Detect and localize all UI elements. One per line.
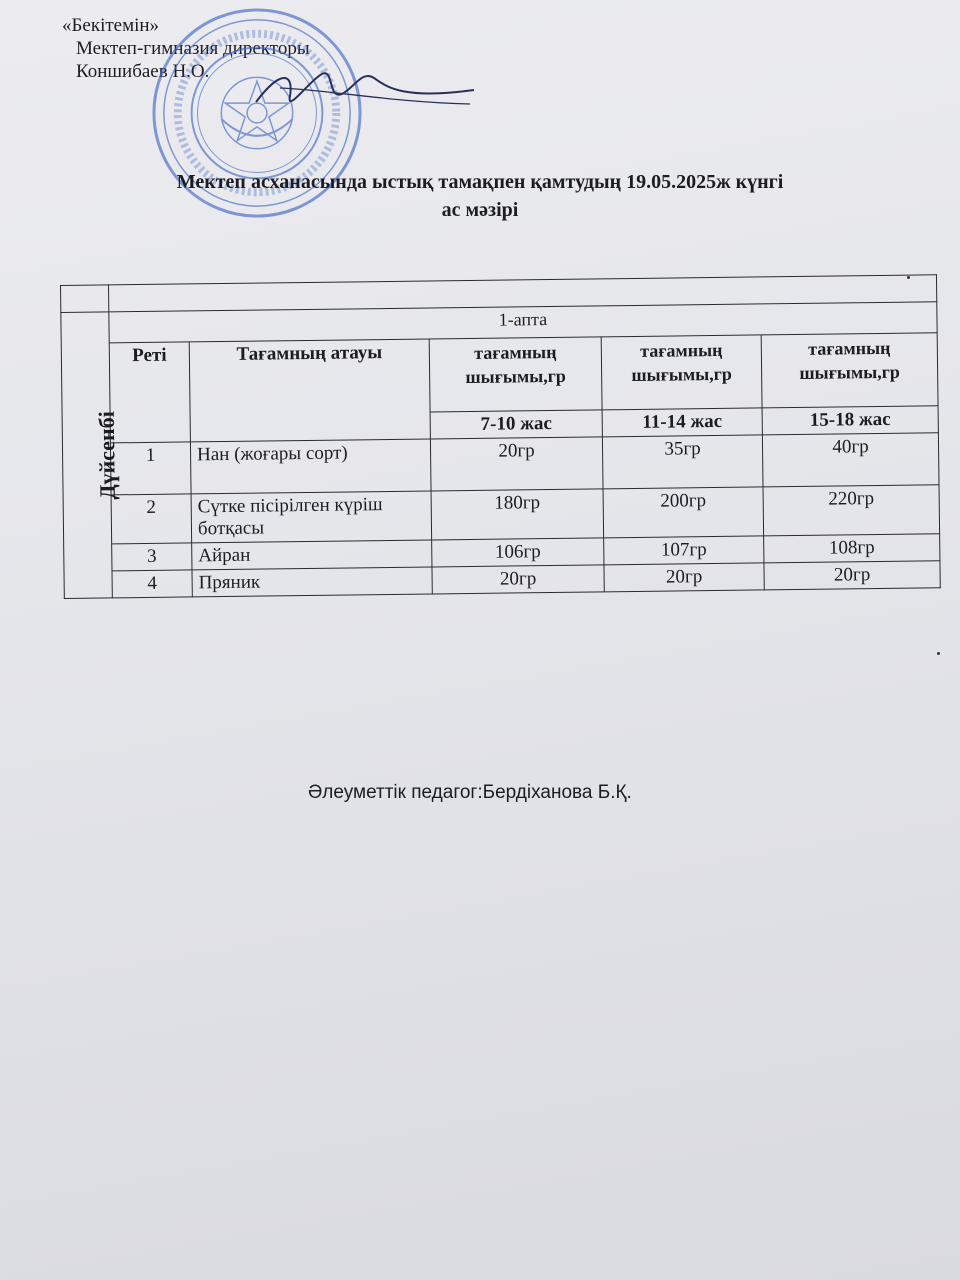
row-number: 4 (112, 570, 192, 598)
title-line-1: Мектеп асханасында ыстық тамақпен қамтудың 19.05.2025ж күнгі (176, 171, 784, 193)
day-label: Дүйсенбі (93, 410, 120, 500)
age-11-14: 11-14 жас (602, 408, 762, 437)
approval-name: Коншибаев Н.О. (76, 61, 210, 82)
ink-dot (907, 276, 910, 279)
row-number: 3 (112, 543, 192, 571)
blank-cell (61, 285, 109, 313)
header-yield-2: тағамның шығымы,гр (601, 335, 762, 410)
header-order: Реті (109, 342, 190, 443)
row-value: 20гр (764, 561, 940, 590)
menu-table (60, 274, 941, 599)
row-value: 200гр (603, 487, 764, 538)
ink-dot (937, 652, 940, 655)
row-number: 2 (111, 494, 192, 544)
row-value: 180гр (431, 489, 604, 540)
approval-position: Мектеп-гимназия директоры (76, 38, 310, 59)
week-label: 1-апта (109, 302, 937, 343)
row-value: 106гр (432, 538, 604, 567)
approval-org: «Бекітемін» (62, 15, 160, 36)
row-value: 40гр (762, 433, 939, 487)
signer-line: Әлеуметтік педагог:Бердіханова Б.Қ. (308, 782, 632, 803)
document-title (70, 168, 890, 224)
header-dish: Тағамның атауы (189, 339, 430, 442)
row-dish: Айран (192, 540, 432, 570)
row-value: 108гр (764, 534, 940, 563)
row-value: 20гр (430, 437, 603, 491)
row-value: 20гр (604, 563, 764, 592)
age-15-18: 15-18 жас (762, 406, 938, 435)
age-7-10: 7-10 жас (430, 410, 602, 439)
signature-icon (250, 60, 480, 120)
header-yield-3: тағамның шығымы,гр (761, 333, 938, 408)
day-cell (61, 312, 120, 599)
row-dish: Нан (жоғары сорт) (190, 439, 431, 494)
row-value: 20гр (432, 565, 604, 594)
row-value: 35гр (602, 435, 763, 489)
row-value: 107гр (604, 536, 764, 565)
header-row (61, 333, 938, 417)
row-number: 1 (110, 442, 191, 495)
header-yield-1: тағамның шығымы,гр (429, 337, 602, 412)
title-line-2: ас мәзірі (441, 199, 519, 221)
row-dish: Сүтке пісірілген күріш ботқасы (191, 491, 432, 543)
row-dish: Пряник (192, 567, 432, 597)
row-value: 220гр (763, 485, 940, 536)
